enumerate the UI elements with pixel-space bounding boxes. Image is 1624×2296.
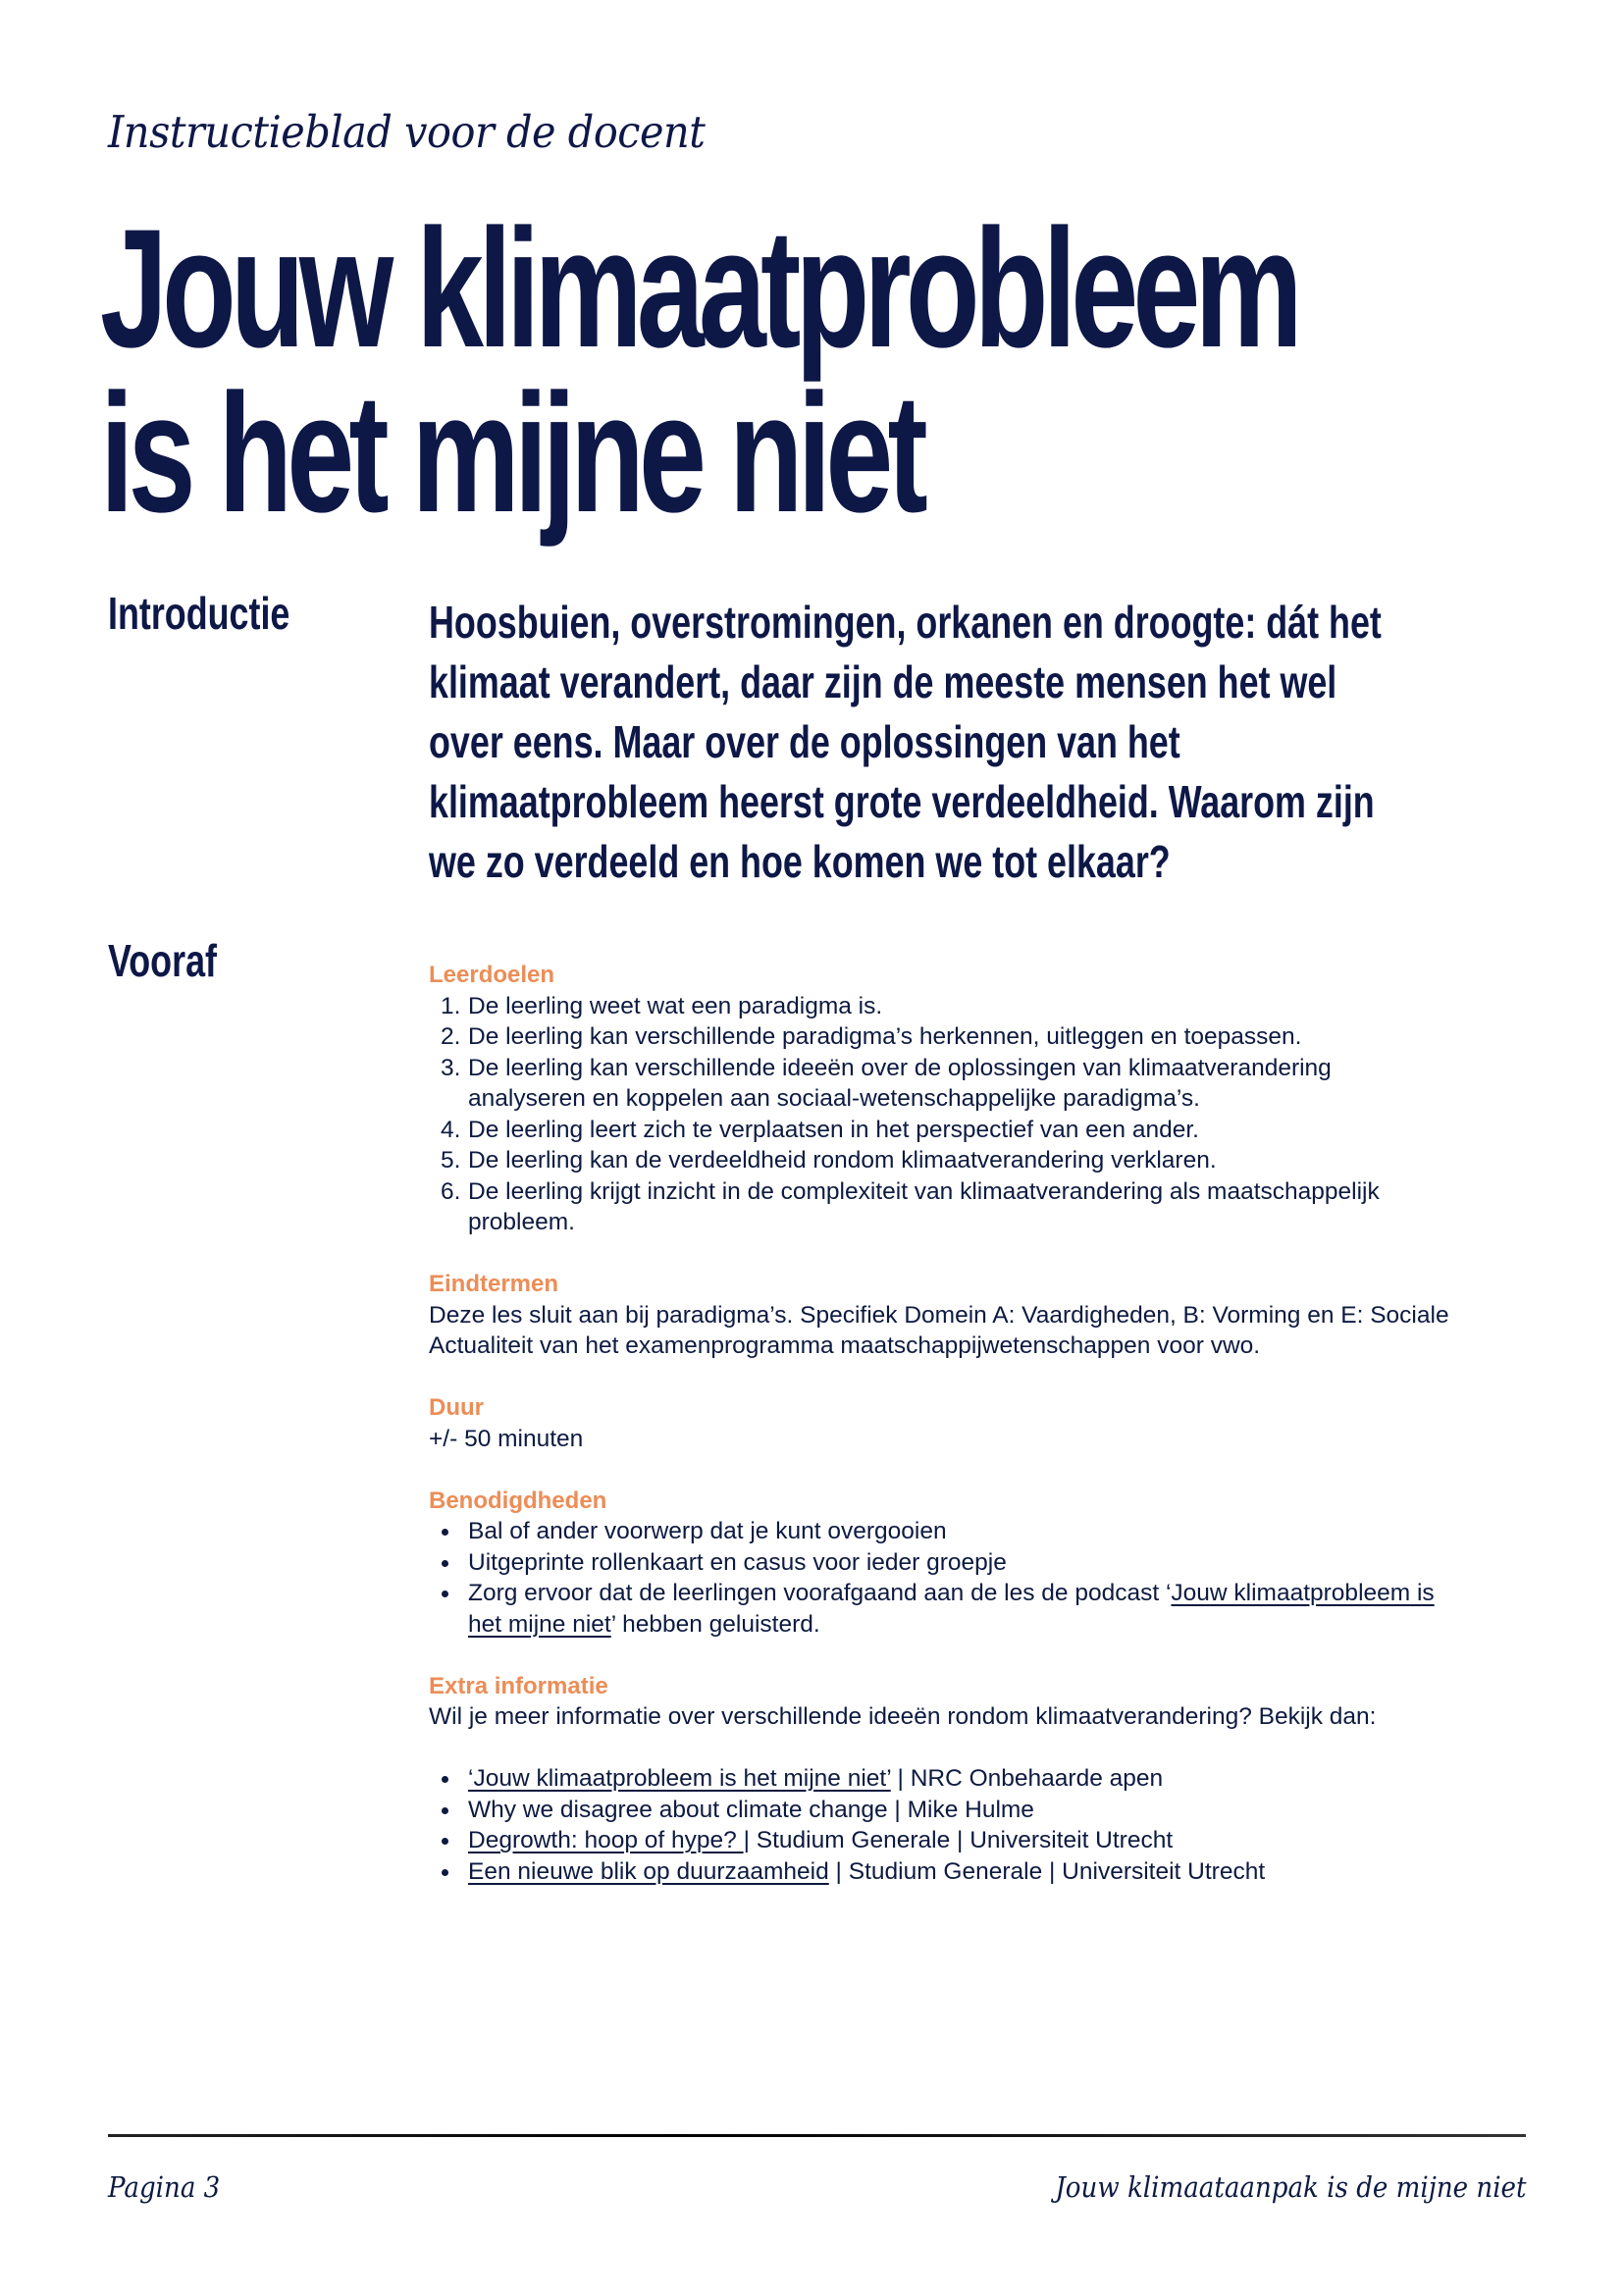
- list-item: [468, 1763, 1449, 1795]
- list-item: [468, 1856, 1449, 1888]
- list-item: [468, 1516, 1449, 1547]
- footer-title: Jouw klimaataanpak is de mijne niet: [1054, 2170, 1526, 2204]
- eindtermen-block: [429, 1269, 1449, 1362]
- footer-divider: [108, 2134, 1526, 2137]
- list-number: 4.: [441, 1116, 461, 1143]
- list-number: 5.: [441, 1147, 461, 1174]
- leerdoelen-label: Leerdoelen: [429, 962, 555, 988]
- section-heading-vooraf: Vooraf: [108, 935, 217, 986]
- benodigdheden-label: Benodigdheden: [429, 1487, 607, 1514]
- list-item-text: De leerling kan de verdeeldheid rondom klimaatverandering verklaren.: [468, 1147, 1217, 1174]
- title-line-1: Jouw klimaatprobleem: [100, 194, 1297, 383]
- list-item-text: De leerling weet wat een paradigma is.: [468, 992, 883, 1019]
- leerdoelen-block: [429, 960, 1449, 1238]
- duur-block: [429, 1392, 1449, 1454]
- vooraf-content: [429, 960, 1449, 1918]
- extra-informatie-label: Extra informatie: [429, 1672, 608, 1699]
- list-number: 2.: [441, 1023, 461, 1050]
- extra-informatie-list: [429, 1763, 1449, 1887]
- list-item-text: De leerling leert zich te verplaatsen in het perspectief van een ander.: [468, 1116, 1199, 1143]
- list-item-text: De leerling krijgt inzicht in de complexiteit van klimaatverandering als maatschappelijk probleem.: [468, 1177, 1380, 1235]
- list-number: 3.: [441, 1054, 461, 1081]
- list-item: [441, 1115, 1449, 1146]
- list-item-text: De leerling kan verschillende ideeën over de oplossingen van klimaatverandering analyseren en koppelen aan sociaal-wetenschappelijke paradigma’s.: [468, 1054, 1332, 1112]
- list-item: [468, 1795, 1449, 1826]
- list-number: 6.: [441, 1177, 461, 1205]
- section-heading-introductie: Introductie: [108, 588, 290, 639]
- degrowth-link[interactable]: Degrowth: hoop of hype?: [468, 1827, 744, 1853]
- benodigdheden-list: [429, 1516, 1449, 1640]
- list-number: 1.: [441, 992, 461, 1019]
- list-item-text: Bal of ander voorwerp dat je kunt overgooien: [468, 1518, 947, 1544]
- list-item: [441, 1145, 1449, 1176]
- list-item: [468, 1547, 1449, 1579]
- list-item-text: | NRC Onbehaarde apen: [890, 1765, 1164, 1792]
- list-item-text: ’ hebben geluisterd.: [610, 1610, 820, 1638]
- list-item-text: Uitgeprinte rollenkaart en casus voor ieder groepje: [468, 1548, 1007, 1576]
- list-item-text: | Studium Generale | Universiteit Utrecht: [743, 1827, 1174, 1853]
- list-item: [441, 1053, 1449, 1115]
- list-item: [468, 1578, 1449, 1640]
- leerdoelen-list: [429, 991, 1449, 1238]
- list-item-text: Why we disagree about climate change | Mike Hulme: [468, 1796, 1034, 1823]
- list-item: [441, 1176, 1449, 1238]
- list-item-text: | Studium Generale | Universiteit Utrecht: [828, 1857, 1266, 1885]
- benodigdheden-block: [429, 1486, 1449, 1641]
- list-item-text: Zorg ervoor dat de leerlingen voorafgaand aan de les de podcast ‘: [468, 1580, 1172, 1606]
- page-number: Pagina 3: [108, 2170, 221, 2204]
- duur-text: +/- 50 minuten: [429, 1425, 584, 1452]
- list-item: [441, 1021, 1449, 1053]
- title-line-2: is het mijne niet: [100, 359, 922, 548]
- extra-informatie-text: Wil je meer informatie over verschillende ideeën rondom klimaatverandering? Bekijk dan:: [429, 1703, 1377, 1730]
- introduction-text: Hoosbuien, overstromingen, orkanen en droogte: dát het klimaat verandert, daar zijn de meeste mensen het wel over eens. Maar over de oplossingen van het klimaatprobleem heerst grote verdeeldheid. Waarom zijn we zo verdeeld en hoe komen we tot elkaar?: [429, 597, 1382, 887]
- document-subtitle: Instructieblad voor de docent: [108, 106, 706, 158]
- list-item: [441, 991, 1449, 1022]
- duurzaamheid-link[interactable]: Een nieuwe blik op duurzaamheid: [468, 1857, 829, 1885]
- duur-label: Duur: [429, 1394, 484, 1421]
- list-item: [468, 1825, 1449, 1856]
- nrc-podcast-link[interactable]: ‘Jouw klimaatprobleem is het mijne niet’: [468, 1765, 891, 1792]
- podcast-link[interactable]: Jouw klimaatprobleem is het mijne niet: [468, 1580, 1435, 1638]
- eindtermen-label: Eindtermen: [429, 1271, 559, 1297]
- page-title: [100, 194, 1297, 548]
- extra-informatie-block: [429, 1671, 1449, 1888]
- eindtermen-text: Deze les sluit aan bij paradigma’s. Specifiek Domein A: Vaardigheden, B: Vorming en E: Sociale Actualiteit van het examenprogramma maatschappijwetenschappen voor vwo.: [429, 1301, 1449, 1359]
- list-item-text: De leerling kan verschillende paradigma’s herkennen, uitleggen en toepassen.: [468, 1023, 1302, 1050]
